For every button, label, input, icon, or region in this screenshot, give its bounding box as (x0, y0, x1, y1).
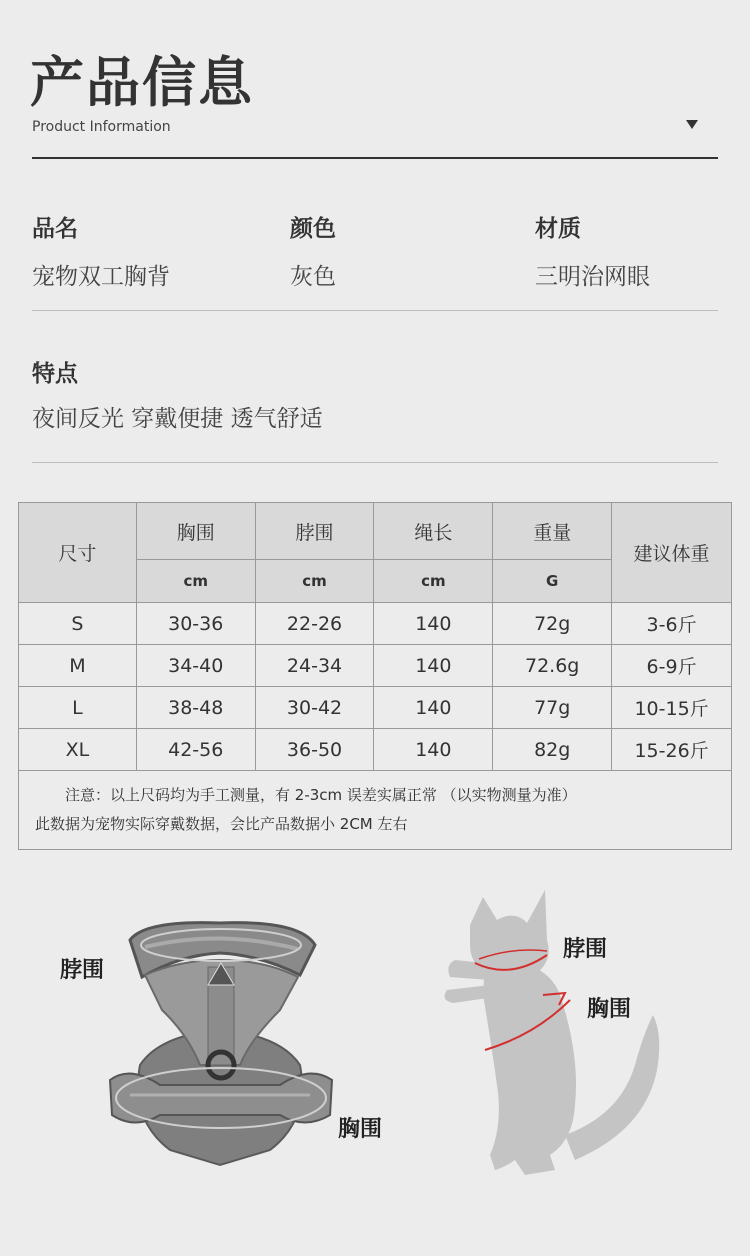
harness-chest-label: 胸围 (338, 1117, 383, 1142)
chest-cell: 38-48 (136, 687, 255, 729)
size-table (18, 502, 732, 850)
color-label: 颜色 (290, 216, 336, 242)
cat-neck-label: 脖围 (563, 937, 608, 962)
chest-cell: 34-40 (136, 645, 255, 687)
item-weight-cell: 77g (493, 687, 612, 729)
color-value: 灰色 (290, 264, 336, 290)
item-weight-unit: G (493, 560, 612, 603)
size-cell: L (19, 687, 137, 729)
table-row (19, 603, 732, 645)
size-cell: S (19, 603, 137, 645)
table-note-row (19, 771, 732, 850)
neck-header: 脖围 (255, 503, 374, 560)
material-value: 三明治网眼 (535, 264, 650, 290)
item-weight-cell: 82g (493, 729, 612, 771)
cat-chest-label: 胸围 (587, 997, 632, 1022)
cat-silhouette-image (435, 885, 675, 1185)
rope-cell: 140 (374, 729, 493, 771)
size-cell: M (19, 645, 137, 687)
harness-image (100, 915, 340, 1175)
neck-cell: 36-50 (255, 729, 374, 771)
chest-cell: 42-56 (136, 729, 255, 771)
measurement-note (19, 771, 732, 850)
item-weight-cell: 72.6g (493, 645, 612, 687)
neck-cell: 22-26 (255, 603, 374, 645)
feature-label: 特点 (32, 361, 78, 387)
size-cell: XL (19, 729, 137, 771)
name-value: 宠物双工胸背 (32, 264, 170, 290)
note-line-2: 此数据为宠物实际穿戴数据，会比产品数据小 2CM 左右 (35, 815, 408, 833)
neck-cell: 24-34 (255, 645, 374, 687)
table-row (19, 687, 732, 729)
feature-value: 夜间反光 穿戴便捷 透气舒适 (32, 406, 323, 432)
chest-unit: cm (136, 560, 255, 603)
neck-unit: cm (255, 560, 374, 603)
triangle-down-icon (686, 120, 698, 129)
note-line-1: 注意：以上尺码均为手工测量，有 2-3cm 误差实属正常 （以实物测量为准） (65, 786, 577, 804)
harness-neck-label: 脖围 (60, 958, 105, 983)
info-divider (32, 310, 718, 311)
feature-divider (32, 462, 718, 463)
body-weight-header: 建议体重 (612, 503, 732, 603)
rope-cell: 140 (374, 645, 493, 687)
size-header: 尺寸 (19, 503, 137, 603)
chest-cell: 30-36 (136, 603, 255, 645)
body-weight-cell: 10-15斤 (612, 687, 732, 729)
name-label: 品名 (32, 216, 78, 242)
rope-cell: 140 (374, 603, 493, 645)
rope-unit: cm (374, 560, 493, 603)
header-divider (32, 157, 718, 159)
neck-cell: 30-42 (255, 687, 374, 729)
table-row (19, 729, 732, 771)
rope-header: 绳长 (374, 503, 493, 560)
body-weight-cell: 6-9斤 (612, 645, 732, 687)
item-weight-header: 重量 (493, 503, 612, 560)
item-weight-cell: 72g (493, 603, 612, 645)
table-row (19, 645, 732, 687)
page-subtitle: Product Information (32, 119, 171, 135)
page-title: 产品信息 (30, 51, 254, 114)
material-label: 材质 (535, 216, 581, 242)
body-weight-cell: 15-26斤 (612, 729, 732, 771)
chest-header: 胸围 (136, 503, 255, 560)
body-weight-cell: 3-6斤 (612, 603, 732, 645)
rope-cell: 140 (374, 687, 493, 729)
table-header-row (19, 503, 732, 560)
